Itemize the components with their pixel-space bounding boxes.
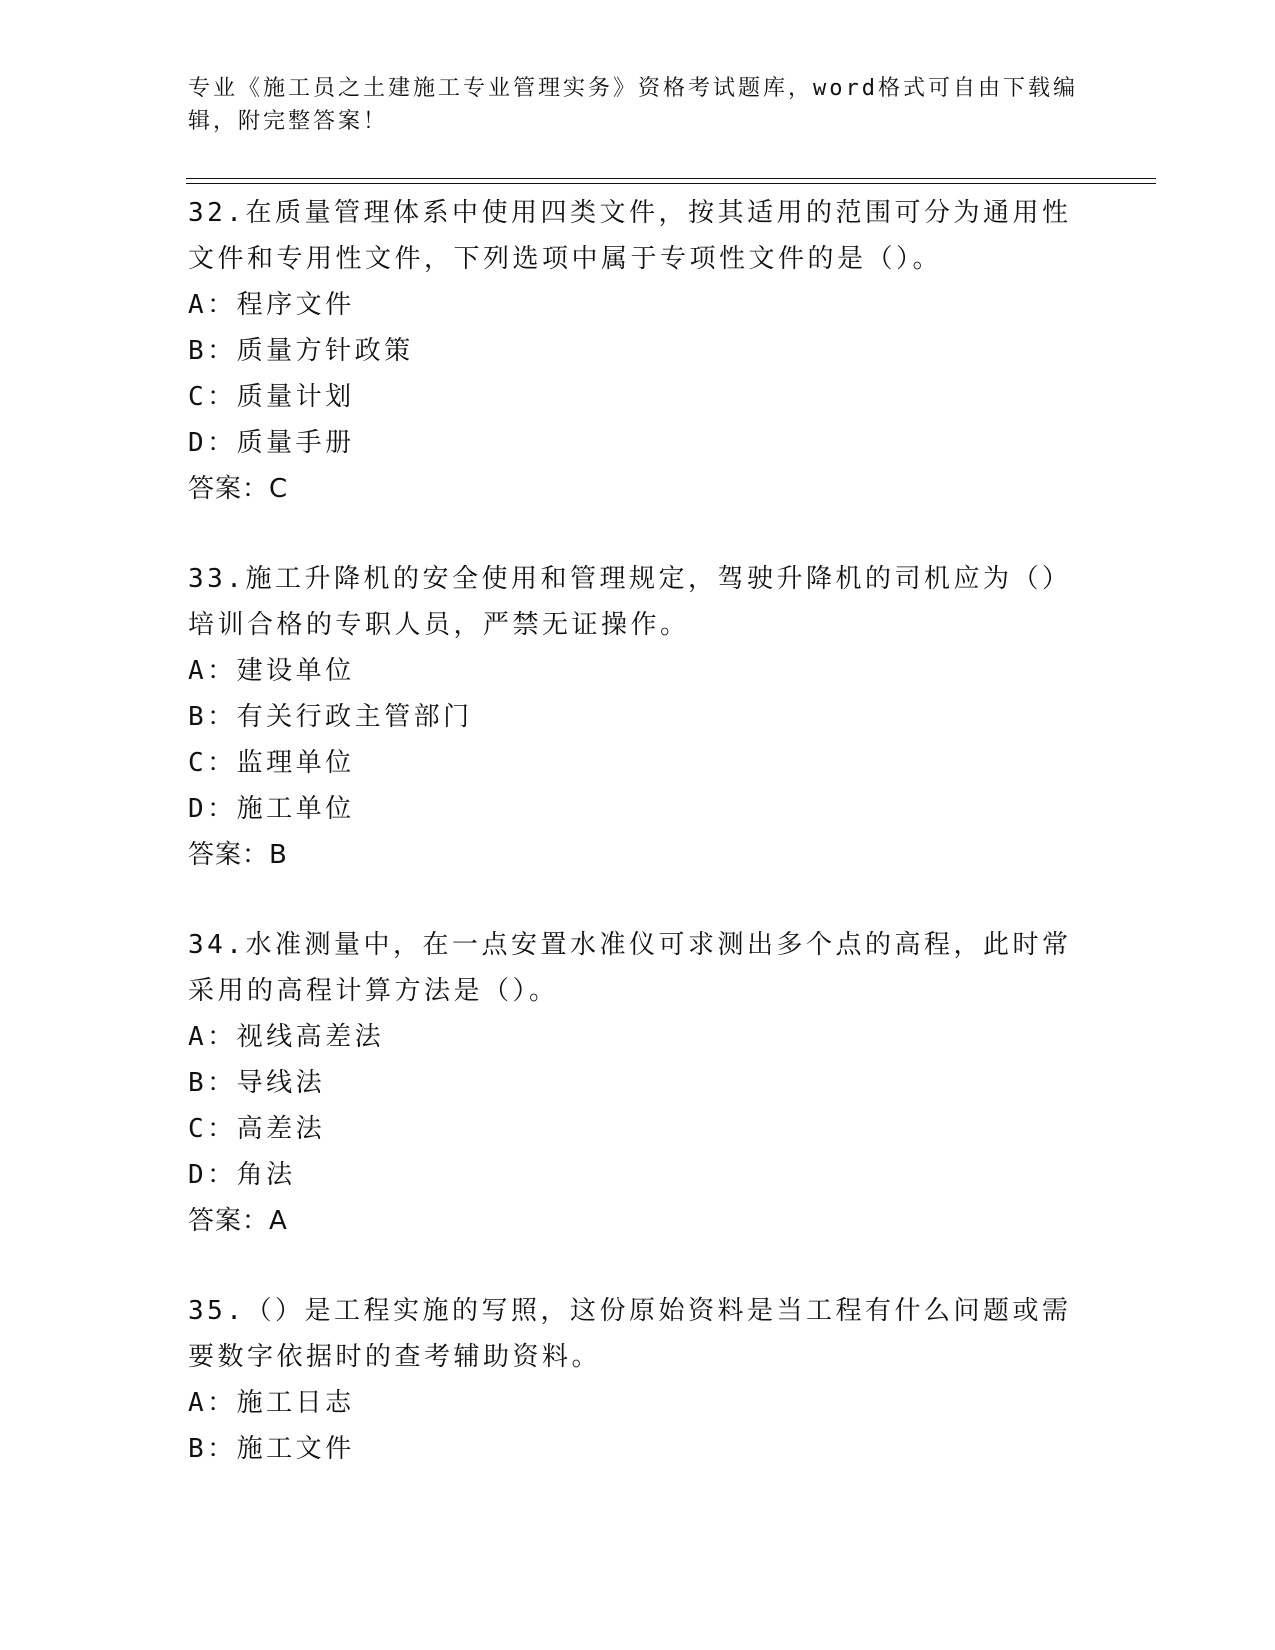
option-b: B：导线法 [188, 1068, 326, 1098]
option-b: B：有关行政主管部门 [188, 702, 473, 732]
option-c: C：质量计划 [188, 382, 355, 412]
option-b: B：质量方针政策 [188, 336, 414, 366]
question-32 [188, 190, 1088, 512]
answer: 答案：C [188, 474, 289, 504]
option-a: A：施工日志 [188, 1388, 355, 1418]
option-a: A：视线高差法 [188, 1022, 385, 1052]
option-b: B：施工文件 [188, 1434, 355, 1464]
answer: 答案：A [188, 1206, 288, 1236]
option-c: C：监理单位 [188, 748, 355, 778]
option-d: D：角法 [188, 1160, 296, 1190]
answer: 答案：B [188, 840, 288, 870]
question-text: 35.（）是工程实施的写照，这份原始资料是当工程有什么问题或需要数字依据时的查考辅助资料。 [188, 1296, 1072, 1372]
option-a: A：建设单位 [188, 656, 355, 686]
question-35 [188, 1288, 1088, 1472]
document-header: 专业《施工员之土建施工专业管理实务》资格考试题库，word格式可自由下载编辑，附完整答案！ [188, 76, 1078, 134]
question-text: 32.在质量管理体系中使用四类文件，按其适用的范围可分为通用性文件和专用性文件，下列选项中属于专项性文件的是（）。 [188, 198, 1072, 274]
option-d: D：施工单位 [188, 794, 355, 824]
question-text: 34.水准测量中，在一点安置水准仪可求测出多个点的高程，此时常采用的高程计算方法是（）。 [188, 930, 1072, 1006]
question-text: 33.施工升降机的安全使用和管理规定，驾驶升降机的司机应为（）培训合格的专职人员，严禁无证操作。 [188, 564, 1072, 640]
option-d: D：质量手册 [188, 428, 355, 458]
question-34 [188, 922, 1088, 1244]
option-a: A：程序文件 [188, 290, 355, 320]
header-double-rule [186, 178, 1156, 184]
option-c: C：高差法 [188, 1114, 326, 1144]
question-list [188, 190, 1088, 1516]
question-33 [188, 556, 1088, 878]
